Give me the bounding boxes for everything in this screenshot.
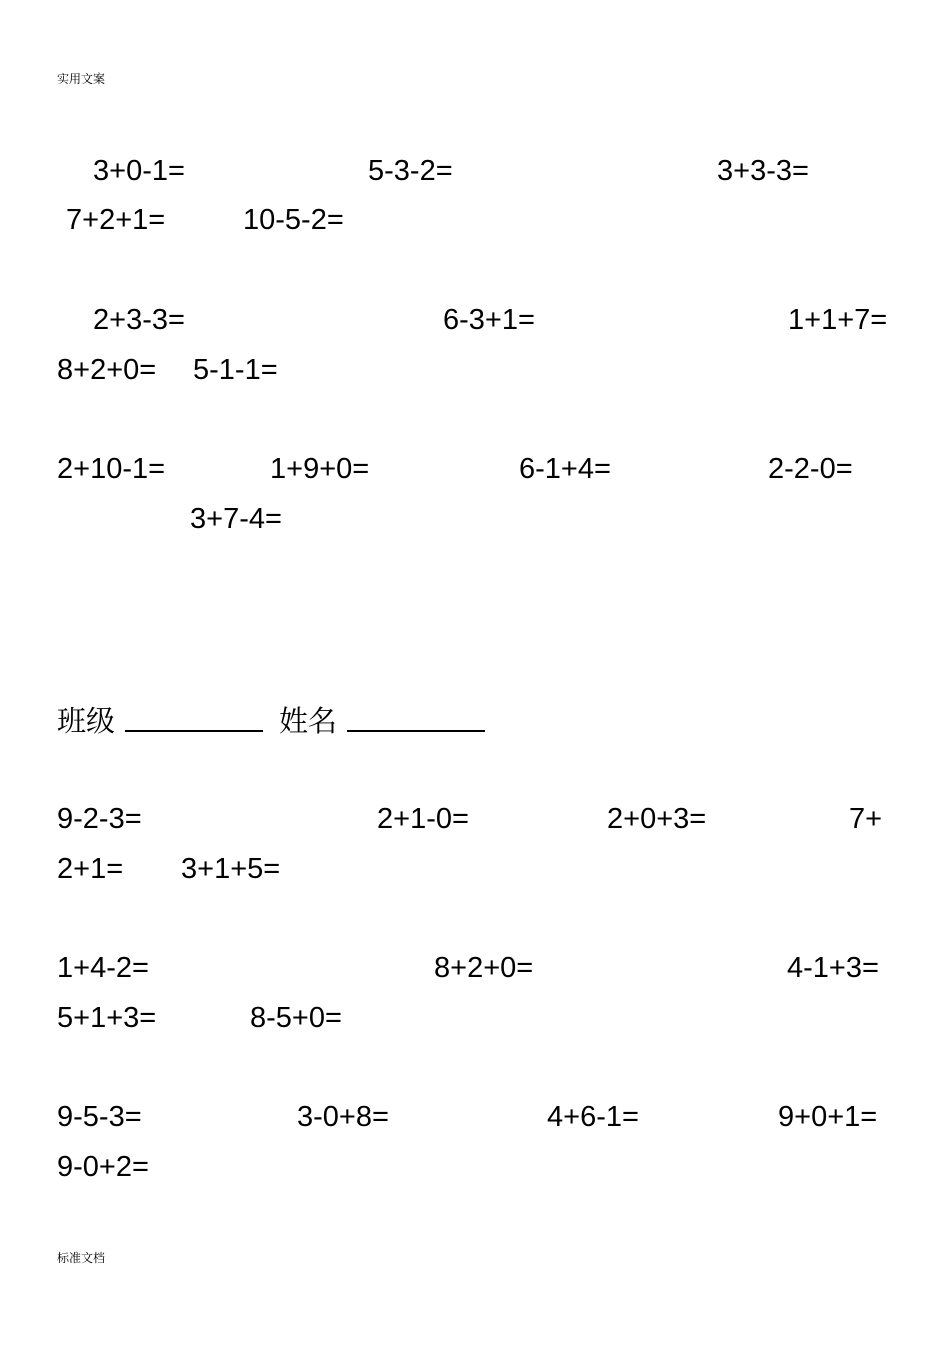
math-problem: 8+2+0= [434, 952, 534, 984]
math-problem: 4-1+3= [787, 952, 879, 984]
math-problem: 2+1= [57, 853, 124, 885]
math-problem: 2+10-1= [57, 453, 166, 485]
student-info-line [57, 696, 501, 736]
page-header: 实用文案 [57, 72, 106, 86]
math-problem: 6-3+1= [443, 304, 535, 336]
name-label: 姓名 [279, 704, 338, 738]
math-problem: 3+0-1= [93, 155, 185, 187]
math-problem: 9-2-3= [57, 803, 142, 835]
math-problem: 3+7-4= [190, 503, 282, 535]
name-blank [347, 730, 485, 732]
math-problem: 9-0+2= [57, 1151, 149, 1183]
math-problem: 1+4-2= [57, 952, 149, 984]
math-problem: 8-5+0= [250, 1002, 342, 1034]
math-problem: 8+2+0= [57, 354, 157, 386]
math-problem: 4+6-1= [547, 1101, 639, 1133]
math-problem: 5-1-1= [193, 354, 278, 386]
math-problem: 1+9+0= [270, 453, 370, 485]
math-problem: 5-3-2= [368, 155, 453, 187]
page-footer: 标准文档 [57, 1251, 106, 1265]
math-problem: 3-0+8= [297, 1101, 389, 1133]
math-problem: 2+0+3= [607, 803, 707, 835]
math-problem: 10-5-2= [243, 204, 344, 236]
math-problem: 5+1+3= [57, 1002, 157, 1034]
math-problem: 2+1-0= [377, 803, 469, 835]
math-problem: 2+3-3= [93, 304, 185, 336]
math-problem: 1+1+7= [788, 304, 888, 336]
class-label: 班级 [57, 704, 116, 738]
math-problem: 2-2-0= [768, 453, 853, 485]
class-blank [125, 730, 263, 732]
math-problem: 9-5-3= [57, 1101, 142, 1133]
math-problem: 6-1+4= [519, 453, 611, 485]
math-problem: 7+2+1= [66, 204, 166, 236]
math-problem: 3+3-3= [717, 155, 809, 187]
math-problem: 7+ [849, 803, 883, 835]
math-problem: 3+1+5= [181, 853, 281, 885]
math-problem: 9+0+1= [778, 1101, 878, 1133]
